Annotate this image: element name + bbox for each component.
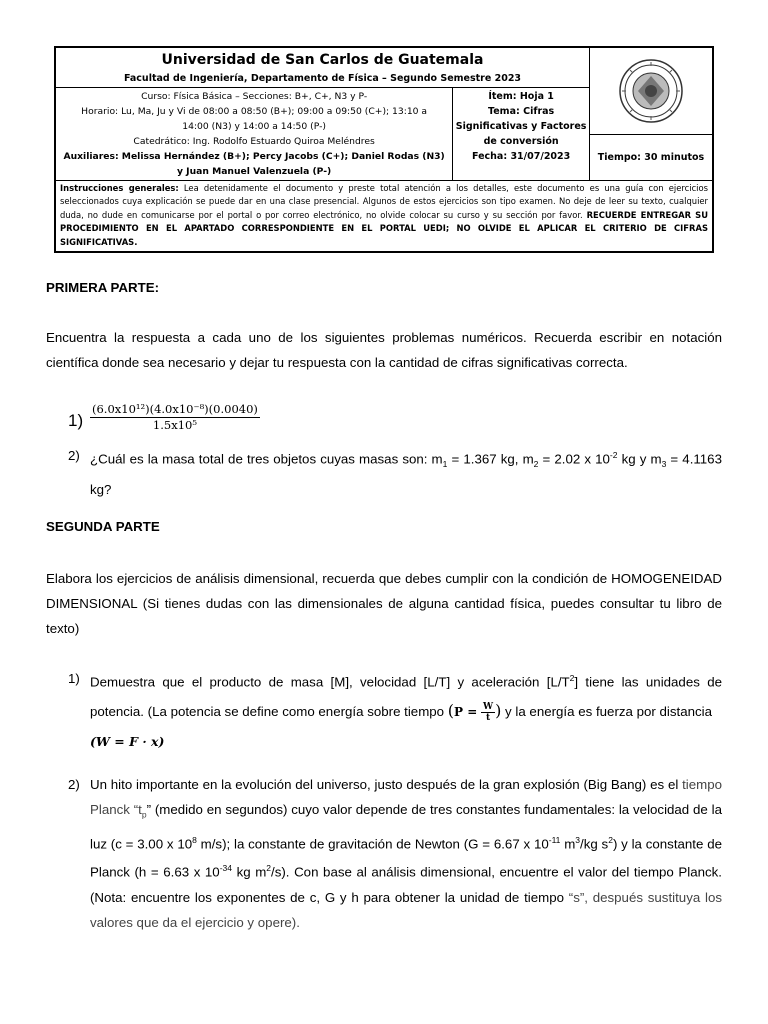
p1-exp: 2 xyxy=(569,673,575,683)
p2-text-g: ) y la constante de Planck (h = 6.63 x 10 xyxy=(90,836,722,880)
p2-text-j: “s”, después sustituya los valores que da el ejercicio y opere). xyxy=(90,889,722,930)
p2-exp3: 3 xyxy=(575,834,581,845)
p1-text: Demuestra que el producto de masa [M], velocidad [L/T] y aceleración $[L/T^2]$ tiene las unidades de potencia. (La potencia se define como energía sobre tiempo (P = $\frac{W}{t}$ ) y la energía es fuerza por distancia (W = F · x) xyxy=(90,673,722,750)
p2-sub-p: p xyxy=(141,809,147,820)
sub-1: 1 xyxy=(442,459,448,470)
p1-formula-fraction xyxy=(481,702,495,723)
item-info xyxy=(453,88,589,180)
item-line: Ítem: Hoja 1 xyxy=(488,91,554,102)
exp-m2: -2 xyxy=(609,450,618,460)
university-name: Universidad de San Carlos de Guatemala xyxy=(161,52,484,68)
header-table xyxy=(54,46,714,253)
header-right xyxy=(590,48,712,180)
instructions-label: Instrucciones generales: xyxy=(60,183,179,193)
question-number: 2) xyxy=(68,448,80,463)
schedule-line-2: 14:00 (N3) y 14:00 a 14:50 (P-) xyxy=(182,121,326,132)
sub-2: 2 xyxy=(533,459,539,470)
q2-text-e: = 4.1163 kg? xyxy=(90,451,722,498)
q1-denominator: 1.5x10⁵ xyxy=(152,418,197,432)
p2-text-c: ” (medido en segundos) cuyo valor depende de tres constantes fundamentales: la velocidad de la luz (c = 3.00 x 10 xyxy=(90,802,722,852)
seal-cell xyxy=(590,48,712,135)
part2-problem-2 xyxy=(68,772,722,935)
p2-exp1: 8 xyxy=(192,834,197,845)
part1-title: PRIMERA PARTE: xyxy=(46,280,160,295)
instructions-text: Lea detenidamente el documento y preste total atención a los detalles, este documento es una guía con ejercicios seleccionados cuya explicación se puede dar en una clase presencial. Algunos de estos ejercicios son tipo examen. No deje de leer su texto, cualquier duda, no dude en comunicarse por el portal o por correo electrónico, no olvide colocar su curso y su sección por favor. xyxy=(60,183,708,220)
course-line: Curso: Física Básica – Secciones: B+, C+, N3 y P- xyxy=(141,91,368,102)
instructions-bold: RECUERDE ENTREGAR SU PROCEDIMIENTO EN EL APARTADO CORRESPONDIENTE EN EL PORTAL UEDI; NO OLVIDE EL APLICAR EL CRITERIO DE CIFRAS SIGNIFICATIVAS. xyxy=(60,209,708,247)
part1-question-2 xyxy=(68,443,722,502)
p2-text-f: /kg s xyxy=(580,836,609,852)
topic-line-2: Significativas y Factores xyxy=(455,121,587,132)
q1-fraction xyxy=(90,402,260,433)
q2-text-b: = 1.367 kg, m xyxy=(447,451,534,467)
p1-formula-num: W xyxy=(482,702,494,713)
p2-text-e: m xyxy=(560,836,576,852)
question-number: 1) xyxy=(68,411,84,430)
p1-formula-den: t xyxy=(485,713,491,724)
p2-exp5: -34 xyxy=(219,863,233,874)
instructions xyxy=(56,181,712,251)
problem-number: 2) xyxy=(68,777,80,792)
p2-text-b: tiempo Planck “t xyxy=(90,777,722,817)
schedule-line: Horario: Lu, Ma, Ju y Vi de 08:00 a 08:50 (B+); 09:00 a 09:50 (C+); 13:10 a xyxy=(81,106,428,117)
p2-text-d: m/s); la constante de gravitación de Newton (G = 6.67 x 10 xyxy=(196,836,549,852)
p1-text-c: y la energía es fuerza por distancia xyxy=(501,704,712,720)
faculty-line: Facultad de Ingeniería, Departamento de Física – Segundo Semestre 2023 xyxy=(56,68,589,88)
professor-line: Catedrático: Ing. Rodolfo Estuardo Quiroa Meléndres xyxy=(133,136,375,147)
p2-text-a: Un hito importante en la evolución del universo, justo después de la gran explosión (Big Bang) es el xyxy=(90,777,683,792)
p2-exp2: -11 xyxy=(548,834,561,845)
p2-text-h: kg m xyxy=(232,864,267,880)
university-seal-icon xyxy=(618,58,684,124)
p2-text xyxy=(90,772,722,935)
assistants-line: Auxiliares: Melissa Hernández (B+); Percy Jacobs (C+); Daniel Rodas (N3) xyxy=(63,151,445,162)
part1-intro: Encuentra la respuesta a cada uno de los siguientes problemas numéricos. Recuerda escribir en notación científica donde sea necesario y dejar tu respuesta con la cantidad de cifras significativas correcta. xyxy=(46,330,722,370)
p2-exp6: 2 xyxy=(266,863,272,874)
date-line: Fecha: 31/07/2023 xyxy=(471,151,571,162)
course-info xyxy=(56,88,453,180)
part2-problem-1 xyxy=(68,664,722,756)
sub-3: 3 xyxy=(661,459,667,470)
q2-text-c: = 2.02 x 10 xyxy=(538,451,610,467)
p1-text-a: Demuestra que el producto de masa [M], velocidad [L/T] y aceleración [L/T xyxy=(90,674,570,690)
p1-formula-lhs: P = xyxy=(454,705,478,720)
part2-intro: Elabora los ejercicios de análisis dimensional, recuerda que debes cumplir con la condición de HOMOGENEIDAD DIMENSIONAL (Si tienes dudas con las dimensionales de alguna cantidad física, puedes consultar tu libro de texto) xyxy=(46,571,722,636)
time-limit: Tiempo: 30 minutos xyxy=(597,152,705,163)
part1-question-1 xyxy=(68,402,722,433)
problem-number: 1) xyxy=(68,671,80,686)
p1-formula2: (W = F · x) xyxy=(90,734,165,750)
topic-line-3: de conversión xyxy=(483,136,559,147)
header-left xyxy=(56,48,590,180)
p1-text-b: ] tiene las unidades de potencia. (La potencia se define como energía sobre tiempo xyxy=(90,674,722,720)
q2-text-a: ¿Cuál es la masa total de tres objetos cuyas masas son: m xyxy=(90,451,443,467)
q2-text-d: kg y m xyxy=(617,451,662,467)
p2-exp4: 2 xyxy=(608,834,613,845)
p2-text-i: /s). Con base al análisis dimensional, encuentre el valor del tiempo Planck. (Nota: encuentre los exponentes de c, G y h para obtener la unidad de tiempo xyxy=(90,864,722,905)
part2-title: SEGUNDA PARTE xyxy=(46,519,160,534)
topic-line: Tema: Cifras xyxy=(488,106,555,117)
assistants-line-2: y Juan Manuel Valenzuela (P-) xyxy=(176,166,332,177)
q2-text xyxy=(90,443,722,502)
q1-numerator: (6.0x10¹²)(4.0x10⁻⁸)(0.0040) xyxy=(92,402,258,416)
